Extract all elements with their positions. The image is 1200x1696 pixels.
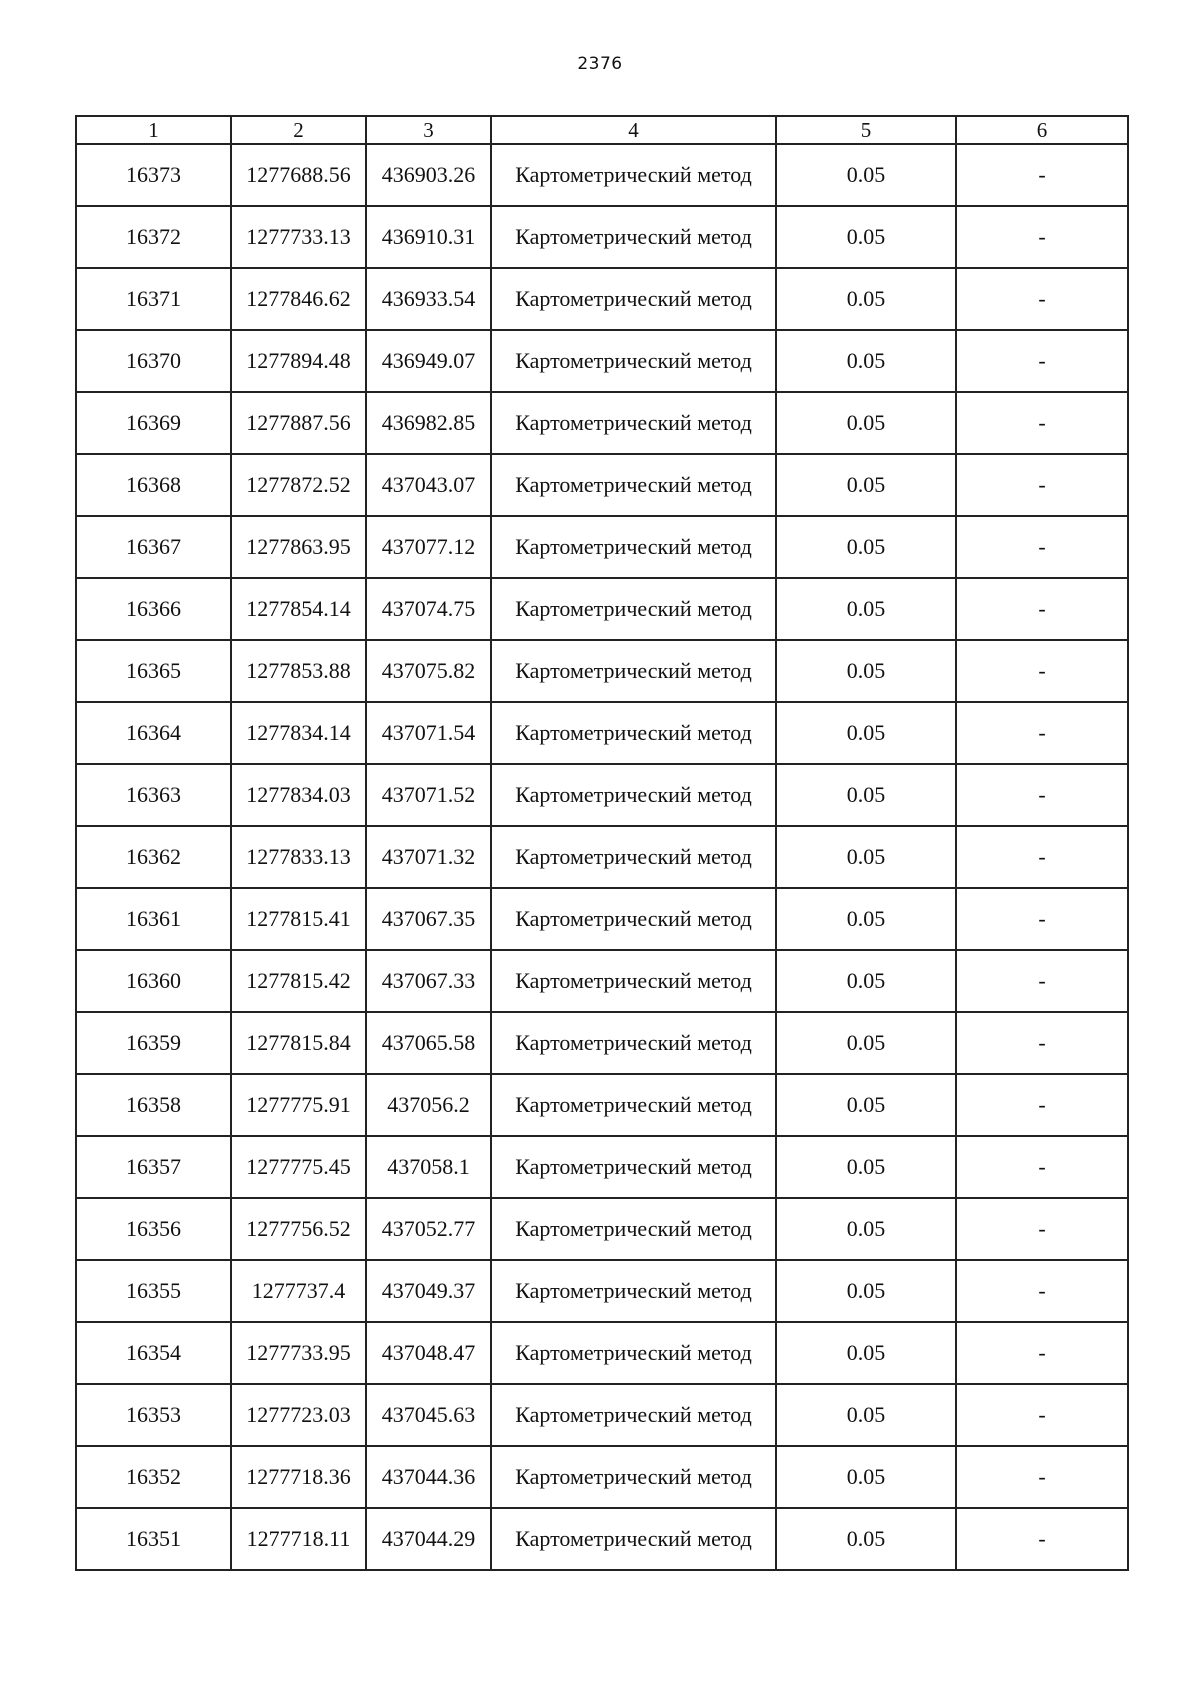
header-cell-6: 6 [956,116,1128,144]
y-coordinate-cell: 437058.1 [366,1136,491,1198]
accuracy-cell: 0.05 [776,268,956,330]
coordinates-table [75,115,1129,1571]
x-coordinate-cell: 1277733.95 [231,1322,366,1384]
point-number-cell: 16367 [76,516,231,578]
accuracy-cell: 0.05 [776,1508,956,1570]
x-coordinate-cell: 1277863.95 [231,516,366,578]
x-coordinate-cell: 1277718.36 [231,1446,366,1508]
y-coordinate-cell: 437045.63 [366,1384,491,1446]
table-body [76,144,1128,1570]
x-coordinate-cell: 1277872.52 [231,454,366,516]
accuracy-cell: 0.05 [776,950,956,1012]
method-cell: Картометрический метод [491,950,776,1012]
point-number-cell: 16354 [76,1322,231,1384]
method-cell: Картометрический метод [491,206,776,268]
method-cell: Картометрический метод [491,826,776,888]
header-cell-1: 1 [76,116,231,144]
note-cell: - [956,392,1128,454]
point-number-cell: 16351 [76,1508,231,1570]
point-number-cell: 16369 [76,392,231,454]
x-coordinate-cell: 1277834.14 [231,702,366,764]
point-number-cell: 16370 [76,330,231,392]
y-coordinate-cell: 437044.36 [366,1446,491,1508]
note-cell: - [956,702,1128,764]
note-cell: - [956,826,1128,888]
accuracy-cell: 0.05 [776,1322,956,1384]
point-number-cell: 16359 [76,1012,231,1074]
accuracy-cell: 0.05 [776,1012,956,1074]
table-row [76,826,1128,888]
accuracy-cell: 0.05 [776,392,956,454]
y-coordinate-cell: 436910.31 [366,206,491,268]
table-row [76,1012,1128,1074]
table-row [76,1136,1128,1198]
y-coordinate-cell: 437044.29 [366,1508,491,1570]
table-header-row [76,116,1128,144]
x-coordinate-cell: 1277733.13 [231,206,366,268]
y-coordinate-cell: 437071.52 [366,764,491,826]
table-row [76,268,1128,330]
table-row [76,516,1128,578]
accuracy-cell: 0.05 [776,640,956,702]
method-cell: Картометрический метод [491,1384,776,1446]
y-coordinate-cell: 437049.37 [366,1260,491,1322]
table-row [76,330,1128,392]
accuracy-cell: 0.05 [776,516,956,578]
x-coordinate-cell: 1277834.03 [231,764,366,826]
method-cell: Картометрический метод [491,1074,776,1136]
header-cell-4: 4 [491,116,776,144]
y-coordinate-cell: 437074.75 [366,578,491,640]
table-row [76,392,1128,454]
accuracy-cell: 0.05 [776,888,956,950]
note-cell: - [956,1012,1128,1074]
page-number: 2376 [577,54,623,74]
method-cell: Картометрический метод [491,1508,776,1570]
x-coordinate-cell: 1277815.42 [231,950,366,1012]
accuracy-cell: 0.05 [776,1136,956,1198]
point-number-cell: 16365 [76,640,231,702]
note-cell: - [956,950,1128,1012]
note-cell: - [956,888,1128,950]
method-cell: Картометрический метод [491,1260,776,1322]
table-row [76,454,1128,516]
accuracy-cell: 0.05 [776,826,956,888]
header-cell-3: 3 [366,116,491,144]
y-coordinate-cell: 437067.35 [366,888,491,950]
header-cell-5: 5 [776,116,956,144]
x-coordinate-cell: 1277723.03 [231,1384,366,1446]
table-row [76,144,1128,206]
y-coordinate-cell: 436982.85 [366,392,491,454]
y-coordinate-cell: 437067.33 [366,950,491,1012]
accuracy-cell: 0.05 [776,1260,956,1322]
method-cell: Картометрический метод [491,454,776,516]
note-cell: - [956,516,1128,578]
accuracy-cell: 0.05 [776,1198,956,1260]
method-cell: Картометрический метод [491,268,776,330]
note-cell: - [956,330,1128,392]
note-cell: - [956,640,1128,702]
note-cell: - [956,578,1128,640]
table-row [76,1446,1128,1508]
y-coordinate-cell: 437052.77 [366,1198,491,1260]
note-cell: - [956,1198,1128,1260]
y-coordinate-cell: 437071.54 [366,702,491,764]
note-cell: - [956,1260,1128,1322]
table-row [76,950,1128,1012]
accuracy-cell: 0.05 [776,1074,956,1136]
accuracy-cell: 0.05 [776,702,956,764]
accuracy-cell: 0.05 [776,144,956,206]
point-number-cell: 16355 [76,1260,231,1322]
table-row [76,206,1128,268]
table-row [76,764,1128,826]
method-cell: Картометрический метод [491,330,776,392]
y-coordinate-cell: 436903.26 [366,144,491,206]
point-number-cell: 16360 [76,950,231,1012]
note-cell: - [956,144,1128,206]
accuracy-cell: 0.05 [776,764,956,826]
x-coordinate-cell: 1277718.11 [231,1508,366,1570]
method-cell: Картометрический метод [491,1322,776,1384]
x-coordinate-cell: 1277853.88 [231,640,366,702]
table-row [76,1384,1128,1446]
table-row [76,1322,1128,1384]
point-number-cell: 16353 [76,1384,231,1446]
x-coordinate-cell: 1277887.56 [231,392,366,454]
x-coordinate-cell: 1277775.45 [231,1136,366,1198]
y-coordinate-cell: 437056.2 [366,1074,491,1136]
y-coordinate-cell: 437071.32 [366,826,491,888]
method-cell: Картометрический метод [491,516,776,578]
table-row [76,888,1128,950]
point-number-cell: 16361 [76,888,231,950]
method-cell: Картометрический метод [491,1012,776,1074]
table-row [76,1260,1128,1322]
note-cell: - [956,1508,1128,1570]
y-coordinate-cell: 437043.07 [366,454,491,516]
y-coordinate-cell: 437077.12 [366,516,491,578]
method-cell: Картометрический метод [491,144,776,206]
method-cell: Картометрический метод [491,392,776,454]
x-coordinate-cell: 1277846.62 [231,268,366,330]
x-coordinate-cell: 1277854.14 [231,578,366,640]
x-coordinate-cell: 1277815.41 [231,888,366,950]
x-coordinate-cell: 1277688.56 [231,144,366,206]
x-coordinate-cell: 1277737.4 [231,1260,366,1322]
x-coordinate-cell: 1277815.84 [231,1012,366,1074]
method-cell: Картометрический метод [491,1136,776,1198]
method-cell: Картометрический метод [491,1198,776,1260]
header-cell-2: 2 [231,116,366,144]
method-cell: Картометрический метод [491,640,776,702]
x-coordinate-cell: 1277756.52 [231,1198,366,1260]
point-number-cell: 16366 [76,578,231,640]
method-cell: Картометрический метод [491,1446,776,1508]
x-coordinate-cell: 1277894.48 [231,330,366,392]
x-coordinate-cell: 1277775.91 [231,1074,366,1136]
point-number-cell: 16358 [76,1074,231,1136]
method-cell: Картометрический метод [491,888,776,950]
table-row [76,702,1128,764]
point-number-cell: 16368 [76,454,231,516]
point-number-cell: 16371 [76,268,231,330]
y-coordinate-cell: 437075.82 [366,640,491,702]
y-coordinate-cell: 437065.58 [366,1012,491,1074]
point-number-cell: 16352 [76,1446,231,1508]
method-cell: Картометрический метод [491,764,776,826]
note-cell: - [956,206,1128,268]
table-row [76,1074,1128,1136]
table-row [76,640,1128,702]
note-cell: - [956,1322,1128,1384]
point-number-cell: 16372 [76,206,231,268]
point-number-cell: 16373 [76,144,231,206]
x-coordinate-cell: 1277833.13 [231,826,366,888]
note-cell: - [956,1136,1128,1198]
accuracy-cell: 0.05 [776,1384,956,1446]
table-row [76,1198,1128,1260]
point-number-cell: 16356 [76,1198,231,1260]
point-number-cell: 16357 [76,1136,231,1198]
accuracy-cell: 0.05 [776,454,956,516]
note-cell: - [956,1384,1128,1446]
note-cell: - [956,454,1128,516]
accuracy-cell: 0.05 [776,206,956,268]
y-coordinate-cell: 437048.47 [366,1322,491,1384]
y-coordinate-cell: 436933.54 [366,268,491,330]
table-row [76,578,1128,640]
point-number-cell: 16362 [76,826,231,888]
point-number-cell: 16364 [76,702,231,764]
accuracy-cell: 0.05 [776,330,956,392]
y-coordinate-cell: 436949.07 [366,330,491,392]
note-cell: - [956,268,1128,330]
method-cell: Картометрический метод [491,702,776,764]
point-number-cell: 16363 [76,764,231,826]
method-cell: Картометрический метод [491,578,776,640]
accuracy-cell: 0.05 [776,1446,956,1508]
accuracy-cell: 0.05 [776,578,956,640]
table-row [76,1508,1128,1570]
note-cell: - [956,1074,1128,1136]
note-cell: - [956,764,1128,826]
note-cell: - [956,1446,1128,1508]
